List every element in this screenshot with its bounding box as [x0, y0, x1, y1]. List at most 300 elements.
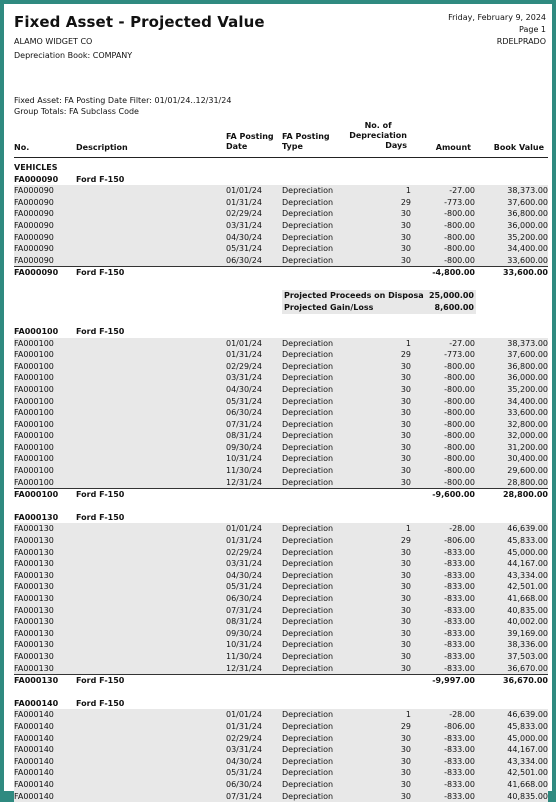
book-value: 37,600.00: [507, 197, 548, 209]
posting-type: Depreciation: [282, 616, 333, 628]
book-value: 44,167.00: [507, 558, 548, 570]
posting-type: Depreciation: [282, 232, 333, 244]
ledger-row: [14, 197, 548, 209]
ledger-row: [14, 243, 548, 255]
asset-number: FA000100: [14, 453, 54, 465]
spacer: [14, 314, 548, 326]
total-amount: -4,800.00: [432, 267, 475, 279]
asset-heading: [14, 698, 548, 710]
amount: -800.00: [444, 430, 475, 442]
amount: -800.00: [444, 407, 475, 419]
amount: -773.00: [444, 349, 475, 361]
ledger-row: [14, 593, 548, 605]
book-value: 45,833.00: [507, 721, 548, 733]
col-header-fa-posting-type: [282, 132, 330, 152]
posting-type: Depreciation: [282, 605, 333, 617]
asset-number: FA000130: [14, 663, 54, 675]
amount: -773.00: [444, 197, 475, 209]
asset-number: FA000090: [14, 243, 54, 255]
col-header-line: Type: [282, 142, 330, 152]
book-value: 38,373.00: [507, 338, 548, 350]
depreciation-days: 30: [401, 756, 411, 768]
ledger-row: [14, 338, 548, 350]
book-value: 32,800.00: [507, 419, 548, 431]
depreciation-days: 30: [401, 430, 411, 442]
asset-number: FA000130: [14, 605, 54, 617]
posting-date: 09/30/24: [226, 628, 262, 640]
asset-total-row: [14, 488, 548, 500]
posting-date: 01/01/24: [226, 338, 262, 350]
posting-type: Depreciation: [282, 767, 333, 779]
depreciation-days: 29: [401, 721, 411, 733]
posting-type: Depreciation: [282, 709, 333, 721]
asset-description: Ford F-150: [76, 512, 124, 524]
ledger-row: [14, 208, 548, 220]
amount: -800.00: [444, 232, 475, 244]
asset-number: FA000090: [14, 267, 58, 279]
amount: -800.00: [444, 465, 475, 477]
depreciation-days: 30: [401, 372, 411, 384]
group-name: VEHICLES: [14, 162, 58, 174]
ledger-row: [14, 709, 548, 721]
asset-heading: [14, 174, 548, 186]
book-value: 36,000.00: [507, 372, 548, 384]
posting-date: 10/31/24: [226, 453, 262, 465]
book-value: 34,400.00: [507, 396, 548, 408]
posting-date: 01/01/24: [226, 709, 262, 721]
report-title: Fixed Asset - Projected Value: [14, 13, 265, 31]
posting-date: 07/31/24: [226, 419, 262, 431]
asset-total-row: [14, 674, 548, 686]
ledger-row: [14, 558, 548, 570]
ledger-row: [14, 430, 548, 442]
report-filter: Fixed Asset: FA Posting Date Filter: 01/01/24..12/31/24: [14, 96, 231, 105]
book-value: 38,373.00: [507, 185, 548, 197]
asset-number: FA000130: [14, 593, 54, 605]
posting-type: Depreciation: [282, 208, 333, 220]
amount: -833.00: [444, 744, 475, 756]
asset-number: FA000130: [14, 628, 54, 640]
asset-description: Ford F-150: [76, 174, 124, 186]
asset-number: FA000130: [14, 581, 54, 593]
group-heading: [14, 162, 548, 174]
asset-number: FA000090: [14, 220, 54, 232]
header-rule: [14, 157, 548, 158]
amount: -833.00: [444, 756, 475, 768]
asset-description: Ford F-150: [76, 326, 124, 338]
posting-type: Depreciation: [282, 547, 333, 559]
depreciation-days: 30: [401, 361, 411, 373]
asset-number: FA000090: [14, 208, 54, 220]
ledger-row: [14, 581, 548, 593]
depreciation-days: 30: [401, 407, 411, 419]
posting-type: Depreciation: [282, 721, 333, 733]
book-value: 45,833.00: [507, 535, 548, 547]
posting-type: Depreciation: [282, 744, 333, 756]
posting-date: 03/31/24: [226, 558, 262, 570]
total-book-value: 33,600.00: [503, 267, 548, 279]
projected-box: [282, 290, 476, 314]
book-value: 35,200.00: [507, 232, 548, 244]
ledger-row: [14, 349, 548, 361]
depreciation-days: 29: [401, 535, 411, 547]
amount: -800.00: [444, 453, 475, 465]
ledger-row: [14, 419, 548, 431]
depreciation-days: 30: [401, 767, 411, 779]
amount: -833.00: [444, 570, 475, 582]
book-value: 43,334.00: [507, 756, 548, 768]
ledger-row: [14, 779, 548, 791]
book-value: 40,835.00: [507, 605, 548, 617]
asset-number: FA000100: [14, 419, 54, 431]
amount: -800.00: [444, 361, 475, 373]
book-value: 42,501.00: [507, 581, 548, 593]
posting-date: 03/31/24: [226, 220, 262, 232]
col-header-line: FA Posting: [282, 132, 330, 142]
depreciation-days: 1: [406, 709, 411, 721]
ledger-row: [14, 232, 548, 244]
user-id: RDELPRADO: [497, 37, 546, 46]
amount: -833.00: [444, 733, 475, 745]
col-header-line: FA Posting: [226, 132, 274, 142]
company-name: ALAMO WIDGET CO: [14, 37, 92, 46]
depreciation-days: 1: [406, 185, 411, 197]
asset-number: FA000140: [14, 698, 58, 710]
asset-number: FA000130: [14, 535, 54, 547]
posting-type: Depreciation: [282, 372, 333, 384]
amount: -833.00: [444, 767, 475, 779]
asset-number: FA000100: [14, 384, 54, 396]
posting-type: Depreciation: [282, 220, 333, 232]
amount: -800.00: [444, 442, 475, 454]
ledger-row: [14, 361, 548, 373]
posting-type: Depreciation: [282, 535, 333, 547]
depreciation-days: 30: [401, 558, 411, 570]
depreciation-days: 30: [401, 570, 411, 582]
posting-date: 01/31/24: [226, 535, 262, 547]
posting-date: 11/30/24: [226, 465, 262, 477]
ledger-row: [14, 535, 548, 547]
posting-type: Depreciation: [282, 651, 333, 663]
posting-type: Depreciation: [282, 384, 333, 396]
asset-number: FA000130: [14, 651, 54, 663]
asset-heading: [14, 512, 548, 524]
book-value: 43,334.00: [507, 570, 548, 582]
depreciation-days: 30: [401, 605, 411, 617]
posting-type: Depreciation: [282, 639, 333, 651]
depreciation-days: 30: [401, 581, 411, 593]
book-value: 44,167.00: [507, 744, 548, 756]
posting-date: 04/30/24: [226, 570, 262, 582]
posting-type: Depreciation: [282, 756, 333, 768]
projected-proceeds-row: [282, 290, 476, 302]
projected-proceeds-value: 25,000.00: [429, 290, 474, 302]
asset-number: FA000130: [14, 523, 54, 535]
amount: -833.00: [444, 593, 475, 605]
posting-date: 05/31/24: [226, 581, 262, 593]
book-value: 32,000.00: [507, 430, 548, 442]
amount: -800.00: [444, 208, 475, 220]
depreciation-days: 30: [401, 791, 411, 802]
book-value: 38,336.00: [507, 639, 548, 651]
depreciation-days: 30: [401, 442, 411, 454]
ledger-row: [14, 651, 548, 663]
book-value: 34,400.00: [507, 243, 548, 255]
asset-description: Ford F-150: [76, 489, 124, 501]
asset-number: FA000140: [14, 756, 54, 768]
col-header-depreciation-days: [349, 121, 407, 151]
amount: -28.00: [449, 523, 475, 535]
depreciation-days: 30: [401, 663, 411, 675]
spacer: [14, 500, 548, 512]
amount: -800.00: [444, 220, 475, 232]
book-value: 40,835.00: [507, 791, 548, 802]
book-value: 36,670.00: [507, 663, 548, 675]
asset-number: FA000130: [14, 547, 54, 559]
asset-number: FA000140: [14, 744, 54, 756]
ledger-row: [14, 733, 548, 745]
ledger-row: [14, 721, 548, 733]
depreciation-days: 30: [401, 243, 411, 255]
asset-number: FA000100: [14, 442, 54, 454]
asset-number: FA000100: [14, 349, 54, 361]
book-value: 33,600.00: [507, 255, 548, 267]
ledger-row: [14, 407, 548, 419]
posting-type: Depreciation: [282, 477, 333, 489]
amount: -806.00: [444, 535, 475, 547]
posting-date: 11/30/24: [226, 651, 262, 663]
book-value: 31,200.00: [507, 442, 548, 454]
ledger-row: [14, 523, 548, 535]
asset-number: FA000100: [14, 372, 54, 384]
ledger-row: [14, 663, 548, 675]
col-header-line: No. of: [349, 121, 407, 131]
ledger-row: [14, 605, 548, 617]
posting-date: 02/29/24: [226, 208, 262, 220]
ledger-row: [14, 616, 548, 628]
book-value: 46,639.00: [507, 709, 548, 721]
asset-number: FA000100: [14, 489, 58, 501]
asset-number: FA000140: [14, 709, 54, 721]
posting-date: 08/31/24: [226, 430, 262, 442]
ledger-row: [14, 744, 548, 756]
depreciation-days: 30: [401, 744, 411, 756]
posting-date: 03/31/24: [226, 744, 262, 756]
amount: -806.00: [444, 721, 475, 733]
posting-date: 06/30/24: [226, 779, 262, 791]
posting-date: 06/30/24: [226, 407, 262, 419]
asset-number: FA000140: [14, 721, 54, 733]
posting-date: 02/29/24: [226, 547, 262, 559]
ledger-row: [14, 453, 548, 465]
ledger-row: [14, 628, 548, 640]
asset-number: FA000130: [14, 639, 54, 651]
posting-type: Depreciation: [282, 338, 333, 350]
report-date: Friday, February 9, 2024: [448, 13, 546, 22]
ledger-row: [14, 639, 548, 651]
posting-type: Depreciation: [282, 419, 333, 431]
amount: -833.00: [444, 628, 475, 640]
asset-number: FA000090: [14, 232, 54, 244]
amount: -833.00: [444, 651, 475, 663]
ledger-row: [14, 372, 548, 384]
amount: -800.00: [444, 255, 475, 267]
book-value: 30,400.00: [507, 453, 548, 465]
posting-date: 01/31/24: [226, 349, 262, 361]
ledger-row: [14, 396, 548, 408]
posting-date: 06/30/24: [226, 255, 262, 267]
col-header-line: Days: [349, 141, 407, 151]
total-amount: -9,997.00: [432, 675, 475, 687]
posting-type: Depreciation: [282, 407, 333, 419]
asset-number: FA000100: [14, 361, 54, 373]
spacer: [14, 686, 548, 698]
posting-date: 06/30/24: [226, 593, 262, 605]
asset-number: FA000130: [14, 616, 54, 628]
ledger-row: [14, 465, 548, 477]
posting-type: Depreciation: [282, 779, 333, 791]
posting-date: 01/01/24: [226, 523, 262, 535]
amount: -800.00: [444, 243, 475, 255]
asset-heading: [14, 326, 548, 338]
posting-type: Depreciation: [282, 255, 333, 267]
posting-type: Depreciation: [282, 581, 333, 593]
spacer: [14, 278, 548, 290]
posting-type: Depreciation: [282, 243, 333, 255]
report-body: [14, 162, 548, 802]
posting-date: 04/30/24: [226, 384, 262, 396]
asset-number: FA000100: [14, 396, 54, 408]
asset-number: FA000090: [14, 197, 54, 209]
depreciation-days: 1: [406, 338, 411, 350]
asset-number: FA000090: [14, 255, 54, 267]
ledger-row: [14, 255, 548, 267]
depreciation-book: Depreciation Book: COMPANY: [14, 51, 132, 60]
amount: -833.00: [444, 605, 475, 617]
group-totals: Group Totals: FA Subclass Code: [14, 107, 139, 116]
ledger-row: [14, 756, 548, 768]
ledger-row: [14, 477, 548, 489]
depreciation-days: 30: [401, 232, 411, 244]
depreciation-days: 30: [401, 220, 411, 232]
posting-type: Depreciation: [282, 558, 333, 570]
total-book-value: 28,800.00: [503, 489, 548, 501]
posting-type: Depreciation: [282, 349, 333, 361]
depreciation-days: 30: [401, 616, 411, 628]
asset-number: FA000100: [14, 407, 54, 419]
book-value: 37,600.00: [507, 349, 548, 361]
asset-description: Ford F-150: [76, 698, 124, 710]
asset-description: Ford F-150: [76, 267, 124, 279]
col-header-line: Date: [226, 142, 274, 152]
posting-type: Depreciation: [282, 197, 333, 209]
asset-number: FA000100: [14, 465, 54, 477]
posting-type: Depreciation: [282, 570, 333, 582]
amount: -833.00: [444, 791, 475, 802]
book-value: 36,000.00: [507, 220, 548, 232]
posting-date: 02/29/24: [226, 361, 262, 373]
depreciation-days: 30: [401, 733, 411, 745]
posting-date: 05/31/24: [226, 243, 262, 255]
book-value: 41,668.00: [507, 593, 548, 605]
depreciation-days: 30: [401, 419, 411, 431]
depreciation-days: 30: [401, 453, 411, 465]
depreciation-days: 30: [401, 593, 411, 605]
ledger-row: [14, 547, 548, 559]
total-book-value: 36,670.00: [503, 675, 548, 687]
asset-number: FA000130: [14, 570, 54, 582]
amount: -833.00: [444, 663, 475, 675]
book-value: 28,800.00: [507, 477, 548, 489]
asset-number: FA000100: [14, 326, 58, 338]
projected-gainloss-row: [282, 302, 476, 314]
posting-date: 01/31/24: [226, 197, 262, 209]
posting-type: Depreciation: [282, 396, 333, 408]
posting-type: Depreciation: [282, 453, 333, 465]
ledger-row: [14, 220, 548, 232]
posting-date: 10/31/24: [226, 639, 262, 651]
amount: -800.00: [444, 372, 475, 384]
posting-date: 01/01/24: [226, 185, 262, 197]
depreciation-days: 30: [401, 547, 411, 559]
posting-date: 01/31/24: [226, 721, 262, 733]
posting-type: Depreciation: [282, 361, 333, 373]
posting-date: 07/31/24: [226, 605, 262, 617]
amount: -800.00: [444, 396, 475, 408]
posting-date: 08/31/24: [226, 616, 262, 628]
col-header-book-value: Book Value: [494, 143, 544, 153]
book-value: 39,169.00: [507, 628, 548, 640]
asset-total-row: [14, 266, 548, 278]
posting-type: Depreciation: [282, 791, 333, 802]
depreciation-days: 1: [406, 523, 411, 535]
col-header-fa-posting-date: [226, 132, 274, 152]
asset-number: FA000100: [14, 430, 54, 442]
amount: -800.00: [444, 384, 475, 396]
depreciation-days: 30: [401, 208, 411, 220]
depreciation-days: 30: [401, 396, 411, 408]
amount: -28.00: [449, 709, 475, 721]
amount: -800.00: [444, 477, 475, 489]
amount: -833.00: [444, 779, 475, 791]
posting-type: Depreciation: [282, 628, 333, 640]
posting-date: 04/30/24: [226, 756, 262, 768]
posting-type: Depreciation: [282, 523, 333, 535]
depreciation-days: 30: [401, 628, 411, 640]
ledger-row: [14, 767, 548, 779]
posting-date: 12/31/24: [226, 477, 262, 489]
book-value: 45,000.00: [507, 733, 548, 745]
posting-type: Depreciation: [282, 593, 333, 605]
projected-gainloss-label: Projected Gain/Loss: [284, 302, 373, 314]
book-value: 45,000.00: [507, 547, 548, 559]
book-value: 29,600.00: [507, 465, 548, 477]
page-number: Page 1: [519, 25, 546, 34]
posting-date: 05/31/24: [226, 396, 262, 408]
depreciation-days: 30: [401, 639, 411, 651]
depreciation-days: 30: [401, 779, 411, 791]
posting-type: Depreciation: [282, 663, 333, 675]
posting-date: 09/30/24: [226, 442, 262, 454]
asset-number: FA000130: [14, 558, 54, 570]
asset-number: FA000140: [14, 791, 54, 802]
book-value: 33,600.00: [507, 407, 548, 419]
asset-number: FA000090: [14, 185, 54, 197]
amount: -833.00: [444, 558, 475, 570]
total-amount: -9,600.00: [432, 489, 475, 501]
amount: -27.00: [449, 185, 475, 197]
posting-type: Depreciation: [282, 185, 333, 197]
